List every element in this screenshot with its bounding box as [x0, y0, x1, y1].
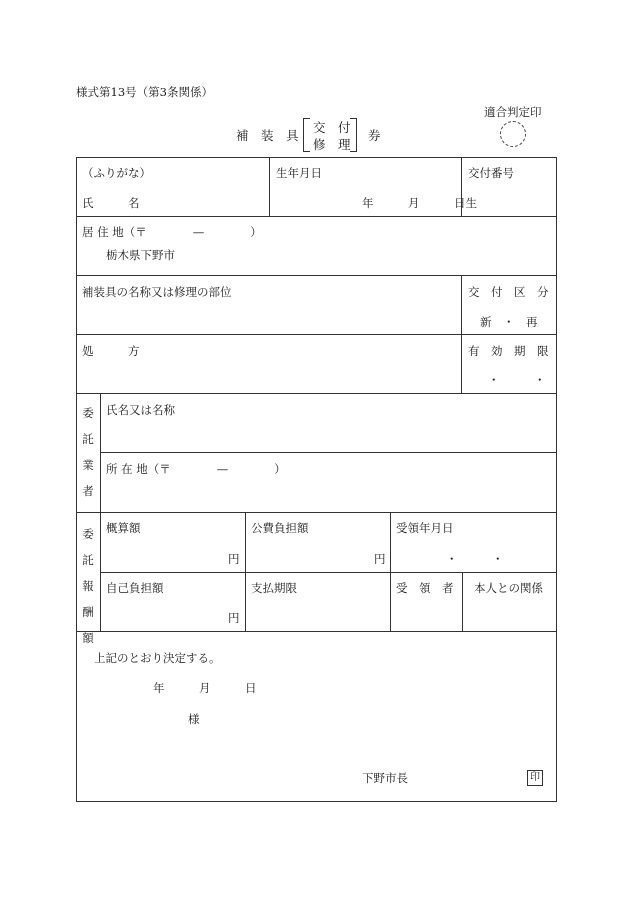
form-number: 様式第13号（第3条関係） [76, 85, 213, 99]
contractor-name-label: 氏名又は名称 [106, 403, 175, 417]
title-option-issue: 交 付 [313, 120, 351, 135]
estimate-label: 概算額 [106, 521, 141, 535]
decision-date: 年 月 日 [153, 681, 257, 695]
issue-category-options: 新 ・ 再 [480, 315, 538, 329]
rule [76, 216, 557, 217]
issue-number-label: 交付番号 [468, 166, 514, 180]
decision-statement: 上記のとおり決定する。 [94, 651, 221, 665]
issuer-label: 下野市長 [362, 771, 408, 785]
rule [462, 572, 463, 631]
contractor-address-label: 所 在 地（〒 — ） [106, 462, 286, 476]
rule [390, 512, 391, 631]
fee-side-label: 委託報酬額 [82, 527, 94, 645]
name-label: 氏 名 [82, 196, 140, 210]
rule [100, 393, 101, 631]
contractor-side-label: 委託業者 [82, 406, 94, 498]
rule [76, 334, 557, 335]
birthdate-units: 年 月 日生 [362, 196, 477, 210]
issue-category-label: 交 付 区 分 [468, 285, 549, 299]
title-bracket-right [350, 118, 357, 152]
title-prefix: 補 装 具 [236, 128, 299, 143]
rule [461, 275, 462, 393]
public-burden-yen: 円 [374, 552, 386, 566]
recipient-honorific: 様 [188, 712, 200, 726]
rule [245, 512, 246, 631]
address-value: 栃木県下野市 [106, 248, 175, 262]
title-bracket-left [303, 118, 310, 152]
rule [76, 275, 557, 276]
self-burden-label: 自己負担額 [106, 581, 164, 595]
rule [100, 572, 557, 573]
rule [269, 157, 270, 216]
furigana-label: （ふりがな） [82, 166, 151, 180]
official-seal: 印 [527, 770, 543, 786]
relation-label: 本人との関係 [474, 581, 543, 595]
title-suffix: 券 [368, 128, 381, 143]
birthdate-label: 生年月日 [276, 166, 322, 180]
approval-stamp-circle [500, 121, 526, 147]
receipt-date-value: ・ ・ [446, 552, 504, 566]
payment-deadline-label: 支払期限 [251, 581, 297, 595]
self-burden-yen: 円 [228, 611, 240, 625]
title-option-repair: 修 理 [313, 137, 351, 152]
receipt-date-label: 受領年月日 [396, 521, 454, 535]
rule [76, 393, 557, 394]
address-label: 居 住 地（〒 — ） [82, 225, 262, 239]
rule [76, 631, 557, 632]
prescription-label: 処 方 [82, 344, 140, 358]
validity-label: 有 効 期 限 [468, 344, 549, 358]
rule [100, 452, 557, 453]
receiver-label: 受 領 者 [396, 581, 454, 595]
approval-stamp-label: 適合判定印 [484, 105, 542, 119]
public-burden-label: 公費負担額 [251, 521, 309, 535]
estimate-yen: 円 [228, 552, 240, 566]
device-part-label: 補装具の名称又は修理の部位 [82, 285, 232, 299]
rule [76, 512, 557, 513]
validity-value: ・ ・ [488, 373, 546, 387]
